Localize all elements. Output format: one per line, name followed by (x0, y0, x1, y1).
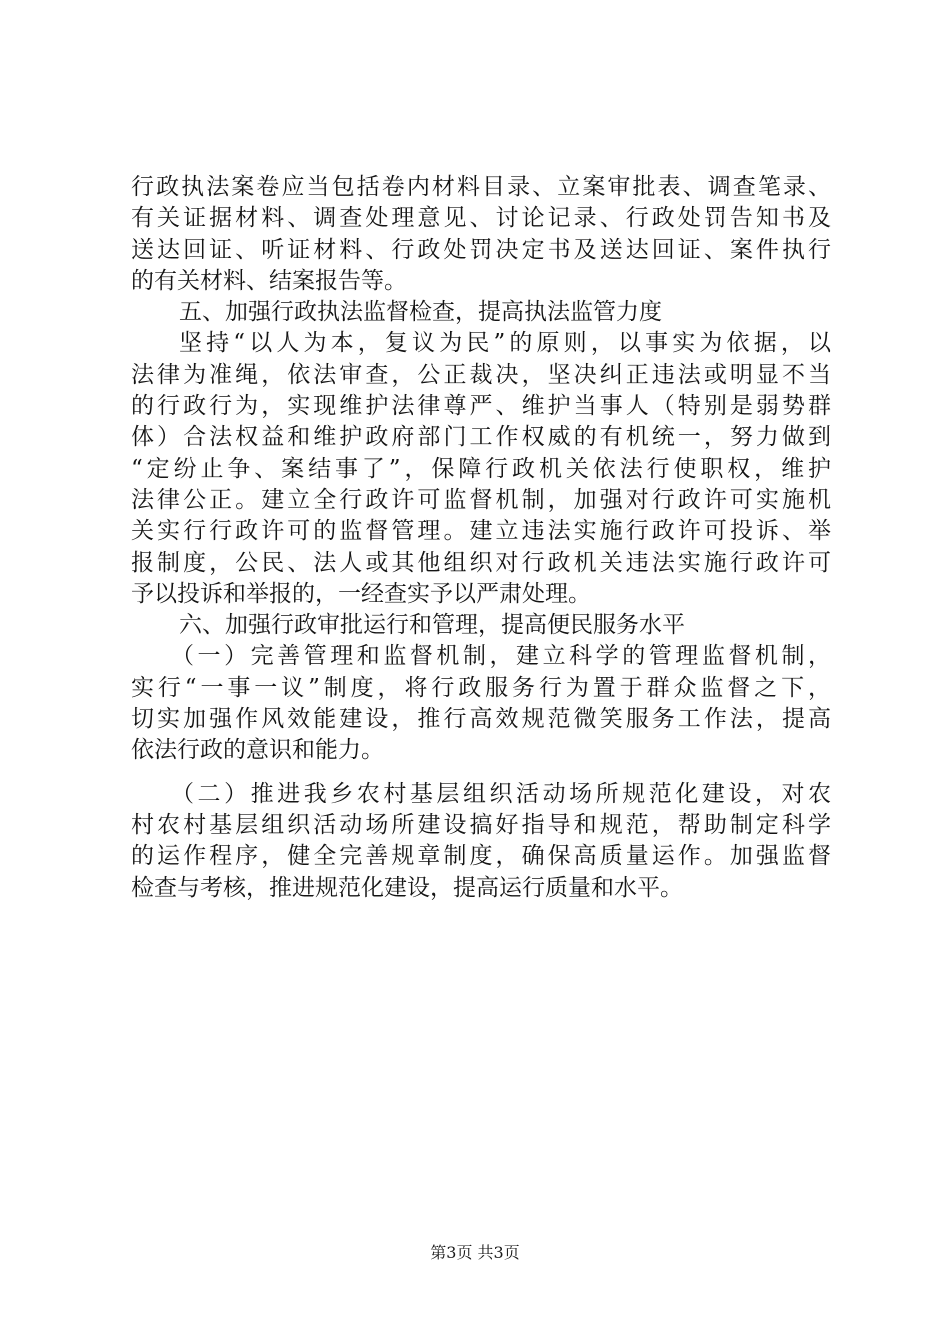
text-line: （二）推进我乡农村基层组织活动场所规范化建设，对农 (171, 780, 831, 807)
text-line: 予以投诉和举报的，一经查实予以严肃处理。 (131, 580, 591, 607)
text-line: 的行政行为，实现维护法律尊严、维护当事人（特别是弱势群 (131, 393, 831, 420)
text-line: 的运作程序，健全完善规章制度，确保高质量运作。加强监督 (131, 843, 831, 870)
text-line: 依法行政的意识和能力。 (131, 737, 384, 764)
text-line: 村农村基层组织活动场所建设搞好指导和规范，帮助制定科学 (131, 811, 831, 838)
text-line: 实行“一事一议”制度，将行政服务行为置于群众监督之下， (131, 674, 831, 701)
text-line: 法律为准绳，依法审查，公正裁决，坚决纠正违法或明显不当 (131, 361, 831, 388)
document-body (131, 172, 831, 904)
text-line: 关实行行政许可的监督管理。建立违法实施行政许可投诉、举 (131, 518, 831, 545)
text-line: 法律公正。建立全行政许可监督机制，加强对行政许可实施机 (131, 486, 831, 513)
text-line: 坚持“以人为本，复议为民”的原则，以事实为依据，以 (179, 330, 831, 357)
page-number-footer: 第3页 共3页 (430, 1243, 520, 1262)
text-line: （一）完善管理和监督机制，建立科学的管理监督机制， (171, 643, 831, 670)
section-heading: 六、加强行政审批运行和管理，提高便民服务水平 (179, 612, 685, 639)
text-line: 检查与考核，推进规范化建设，提高运行质量和水平。 (131, 874, 683, 901)
text-line: 切实加强作风效能建设，推行高效规范微笑服务工作法，提高 (131, 706, 831, 733)
text-line: 行政执法案卷应当包括卷内材料目录、立案审批表、调查笔录、 (131, 174, 831, 200)
text-line: “定纷止争、案结事了”，保障行政机关依法行使职权，维护 (131, 455, 831, 482)
text-line: 送达回证、听证材料、行政处罚决定书及送达回证、案件执行 (131, 236, 831, 263)
text-line: 有关证据材料、调查处理意见、讨论记录、行政处罚告知书及 (131, 205, 831, 232)
text-line: 报制度，公民、法人或其他组织对行政机关违法实施行政许可 (131, 549, 831, 576)
section-heading: 五、加强行政执法监督检查，提高执法监管力度 (179, 299, 662, 326)
text-line: 的有关材料、结案报告等。 (131, 267, 407, 294)
text-line: 体）合法权益和维护政府部门工作权威的有机统一，努力做到 (131, 424, 831, 451)
